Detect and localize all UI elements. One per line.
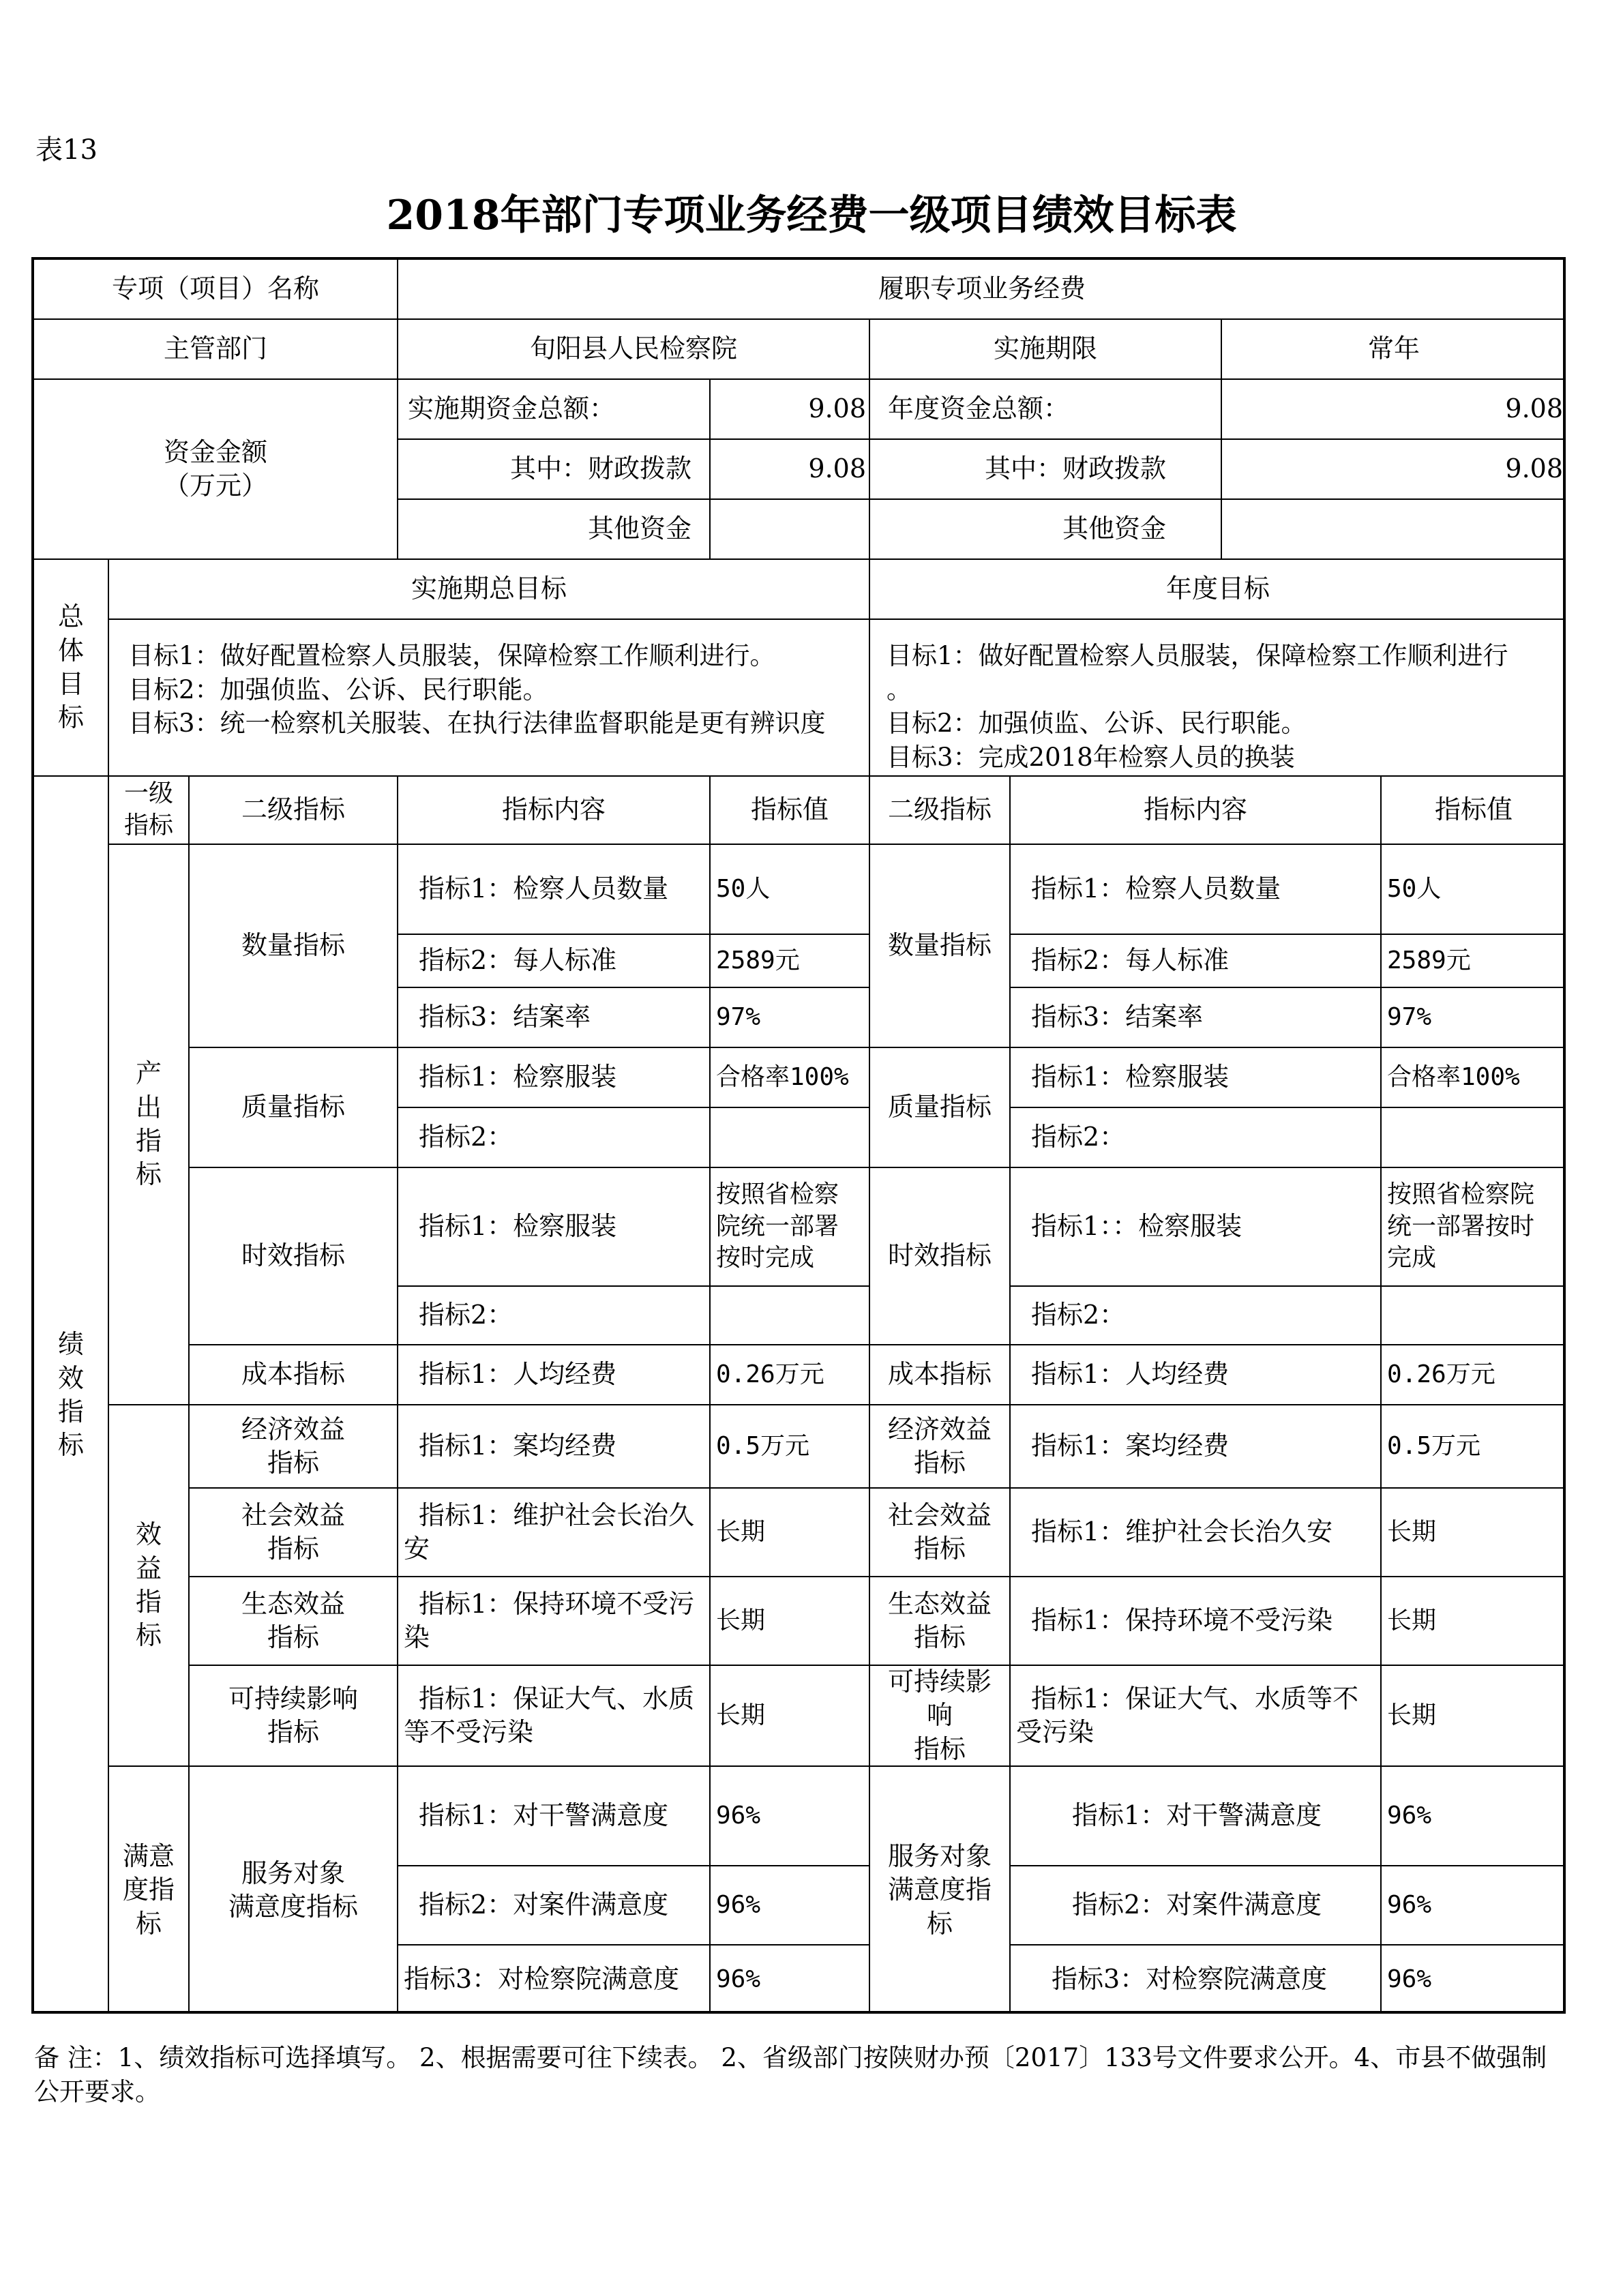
right-timeliness-group: 时效指标 xyxy=(870,1168,1011,1345)
left-indicator-value: 长期 xyxy=(711,1577,870,1666)
left-indicator-value: 50人 xyxy=(711,845,870,935)
right-indicator-value: 96% xyxy=(1387,1965,1432,1993)
satisfaction-indicators-label: 满意 度指 标 xyxy=(109,1767,190,2014)
left-indicator-content: 指标1：人均经费 xyxy=(398,1345,711,1405)
left-indicator-content: 指标1：保持环境不受污 染 xyxy=(398,1577,711,1666)
year-fiscal-label: 其中：财政拨款 xyxy=(870,440,1222,500)
left-value-header: 指标值 xyxy=(711,777,870,845)
left-indicator-value: 长期 xyxy=(711,1666,870,1767)
right-indicator-value: 0.5万元 xyxy=(1382,1405,1566,1489)
left-service-group: 服务对象 满意度指标 xyxy=(190,1767,398,2014)
left-indicator-value: 0.26万元 xyxy=(711,1345,870,1405)
year-other-value xyxy=(1222,500,1566,560)
year-fiscal-value: 9.08 xyxy=(1222,440,1566,500)
right-indicator-content: 指标2：对案件满意度 xyxy=(1011,1866,1382,1945)
right-indicator-content: 指标3：对检察院满意度 xyxy=(1011,1945,1382,2014)
left-indicator-value xyxy=(711,1108,870,1168)
impl-total-label: 实施期资金总额： xyxy=(398,380,711,440)
right-indicator-content: 指标1：人均经费 xyxy=(1011,1345,1382,1405)
right-indicator-content: 指标1：：检察服装 xyxy=(1011,1168,1382,1287)
left-indicator-content: 指标2： xyxy=(398,1287,711,1345)
left-indicator-value: 96% xyxy=(711,1767,870,1866)
right-level2-header: 二级指标 xyxy=(870,777,1011,845)
left-indicator-value: 96% xyxy=(711,1866,870,1945)
right-indicator-content: 指标2：每人标准 xyxy=(1011,935,1382,988)
left-indicator-value: 长期 xyxy=(711,1489,870,1577)
left-timeliness-group: 时效指标 xyxy=(190,1168,398,1345)
right-ecological-group: 生态效益 指标 xyxy=(870,1577,1011,1666)
left-indicator-content: 指标3：对检察院满意度 xyxy=(398,1945,711,2014)
left-indicator-value: 96% xyxy=(711,1945,870,2014)
funds-label: 资金金额 （万元） xyxy=(34,380,398,560)
year-total-value: 9.08 xyxy=(1222,380,1566,440)
performance-target-table xyxy=(31,257,1566,2014)
right-indicator-value: 按照省检察院 统一部署按时 完成 xyxy=(1382,1168,1566,1287)
department-value: 旬阳县人民检察院 xyxy=(398,320,870,380)
left-indicator-value: 2589元 xyxy=(711,935,870,988)
right-indicator-content: 指标3：结案率 xyxy=(1011,988,1382,1048)
left-indicator-content: 指标1：维护社会长治久 安 xyxy=(398,1489,711,1577)
left-quantity-group: 数量指标 xyxy=(190,845,398,1048)
left-content-header: 指标内容 xyxy=(398,777,711,845)
right-sustainable-group: 可持续影 响 指标 xyxy=(870,1666,1011,1767)
left-cost-group: 成本指标 xyxy=(190,1345,398,1405)
impl-goals-header: 实施期总目标 xyxy=(109,560,870,620)
right-indicator-content: 指标1：保证大气、水质等不 受污染 xyxy=(1011,1666,1382,1767)
output-indicators-label: 产 出 指 标 xyxy=(109,845,190,1405)
right-economic-group: 经济效益 指标 xyxy=(870,1405,1011,1489)
left-sustainable-group: 可持续影响 指标 xyxy=(190,1666,398,1767)
left-indicator-content: 指标1：检察人员数量 xyxy=(398,845,711,935)
right-value-header: 指标值 xyxy=(1382,777,1566,845)
impl-total-value: 9.08 xyxy=(711,380,870,440)
performance-indicators-label: 绩 效 指 标 xyxy=(34,777,109,2014)
impl-other-value xyxy=(711,500,870,560)
left-indicator-value: 合格率100% xyxy=(711,1048,870,1108)
year-other-label: 其他资金 xyxy=(870,500,1222,560)
left-indicator-content: 指标3：结案率 xyxy=(398,988,711,1048)
right-quantity-group: 数量指标 xyxy=(870,845,1011,1048)
project-name-label: 专项（项目）名称 xyxy=(34,260,398,320)
right-indicator-content: 指标1：维护社会长治久安 xyxy=(1011,1489,1382,1577)
benefit-indicators-label: 效 益 指 标 xyxy=(109,1405,190,1767)
right-indicator-value: 96% xyxy=(1382,1767,1566,1866)
left-indicator-content: 指标1：案均经费 xyxy=(398,1405,711,1489)
document-title: 2018年部门专项业务经费一级项目绩效目标表 xyxy=(386,192,1237,239)
left-indicator-content: 指标1：对干警满意度 xyxy=(398,1767,711,1866)
right-quality-group: 质量指标 xyxy=(870,1048,1011,1168)
year-total-label: 年度资金总额： xyxy=(870,380,1222,440)
right-indicator-content: 指标2： xyxy=(1011,1108,1382,1168)
impl-fiscal-value: 9.08 xyxy=(711,440,870,500)
left-indicator-content: 指标2：每人标准 xyxy=(398,935,711,988)
right-indicator-value: 2589元 xyxy=(1382,935,1566,988)
table-notes: 备 注：1、绩效指标可选择填写。 2、根据需要可往下续表。 2、省级部门按陕财办预〔2017〕133号文件要求公开。4、市县不做强制公开要求。 xyxy=(34,2043,1547,2106)
left-indicator-content: 指标2： xyxy=(398,1108,711,1168)
left-level2-header: 二级指标 xyxy=(190,777,398,845)
overall-goals-label: 总 体 目 标 xyxy=(34,560,109,777)
period-value: 常年 xyxy=(1222,320,1566,380)
left-quality-group: 质量指标 xyxy=(190,1048,398,1168)
right-indicator-value: 长期 xyxy=(1382,1666,1566,1767)
left-indicator-content: 指标1：检察服装 xyxy=(398,1168,711,1287)
right-indicator-value: 96% xyxy=(1382,1866,1566,1945)
right-indicator-value: 97% xyxy=(1382,988,1566,1048)
left-ecological-group: 生态效益 指标 xyxy=(190,1577,398,1666)
left-economic-group: 经济效益 指标 xyxy=(190,1405,398,1489)
right-indicator-value: 长期 xyxy=(1382,1577,1566,1666)
right-cost-group: 成本指标 xyxy=(870,1345,1011,1405)
level1-header: 一级 指标 xyxy=(109,777,190,845)
period-label: 实施期限 xyxy=(870,320,1222,380)
year-goals-header: 年度目标 xyxy=(870,560,1566,620)
right-indicator-value: 0.26万元 xyxy=(1382,1345,1566,1405)
left-indicator-value xyxy=(711,1287,870,1345)
impl-other-label: 其他资金 xyxy=(398,500,711,560)
department-label: 主管部门 xyxy=(34,320,398,380)
right-indicator-content: 指标2： xyxy=(1011,1287,1382,1345)
right-indicator-content: 指标1：检察服装 xyxy=(1011,1048,1382,1108)
right-indicator-value: 50人 xyxy=(1382,845,1566,935)
table-number: 表13 xyxy=(35,134,98,166)
left-indicator-content: 指标1：保证大气、水质 等不受污染 xyxy=(398,1666,711,1767)
impl-fiscal-label: 其中：财政拨款 xyxy=(398,440,711,500)
right-content-header: 指标内容 xyxy=(1011,777,1382,845)
right-service-group: 服务对象 满意度指 标 xyxy=(870,1767,1011,2014)
right-indicator-value: 合格率100% xyxy=(1382,1048,1566,1108)
right-indicator-content: 指标1：案均经费 xyxy=(1011,1405,1382,1489)
right-indicator-content: 指标1：保持环境不受污染 xyxy=(1011,1577,1382,1666)
right-indicator-content: 指标1：对干警满意度 xyxy=(1011,1767,1382,1866)
right-indicator-value xyxy=(1382,1287,1566,1345)
left-indicator-value: 按照省检察 院统一部署 按时完成 xyxy=(711,1168,870,1287)
left-indicator-value: 0.5万元 xyxy=(711,1405,870,1489)
right-social-group: 社会效益 指标 xyxy=(870,1489,1011,1577)
left-social-group: 社会效益 指标 xyxy=(190,1489,398,1577)
right-indicator-value xyxy=(1382,1108,1566,1168)
right-indicator-value: 长期 xyxy=(1382,1489,1566,1577)
left-indicator-content: 指标1：检察服装 xyxy=(398,1048,711,1108)
project-name-value: 履职专项业务经费 xyxy=(398,260,1566,320)
impl-goals-text: 目标1：做好配置检察人员服装，保障检察工作顺利进行。 目标2：加强侦监、公诉、民行职能。 目标3：统一检察机关服装、在执行法律监督职能是更有辨识度 xyxy=(109,620,870,777)
year-goals-text: 目标1：做好配置检察人员服装，保障检察工作顺利进行 。 目标2：加强侦监、公诉、民行职能。 目标3：完成2018年检察人员的换装 xyxy=(870,620,1566,777)
right-indicator-content: 指标1：检察人员数量 xyxy=(1011,845,1382,935)
left-indicator-content: 指标2：对案件满意度 xyxy=(398,1866,711,1945)
left-indicator-value: 97% xyxy=(711,988,870,1048)
